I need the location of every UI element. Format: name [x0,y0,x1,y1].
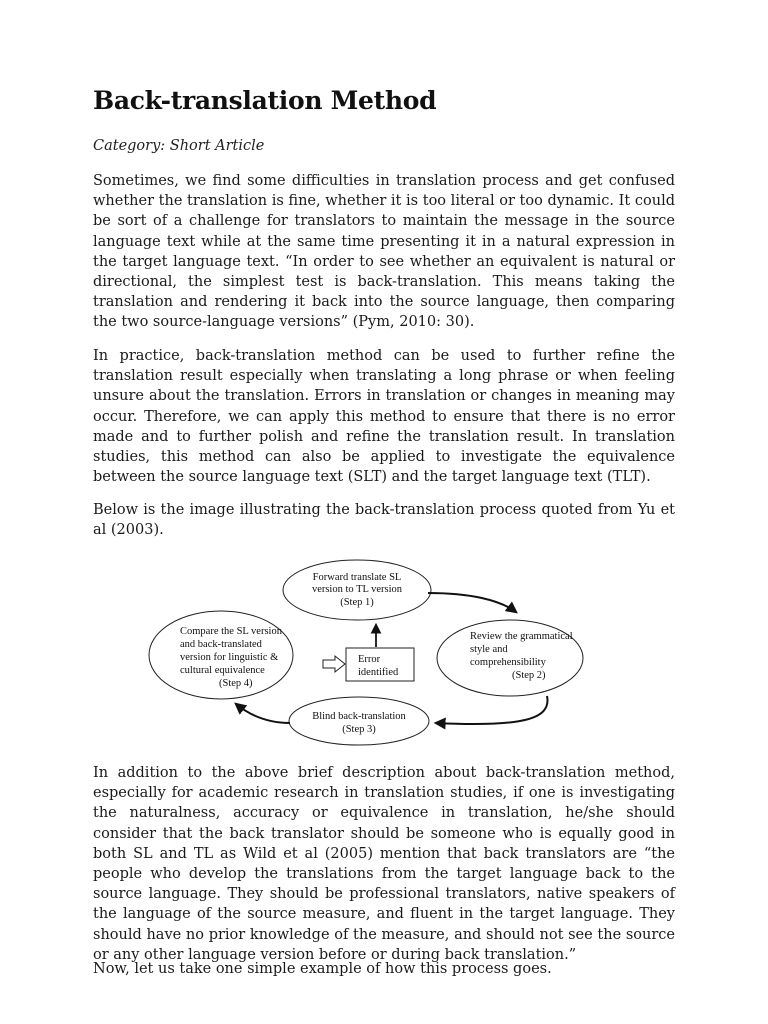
error-label-2: identified [358,667,399,678]
arrow-step2-to-step3 [436,696,548,724]
paragraph-image-intro: Below is the image illustrating the back-translation process quoted from Yu et al (2003). [93,502,675,539]
arrow-step3-to-step4 [236,704,290,723]
arrow-step1-to-step2 [428,593,516,612]
back-translation-diagram [140,555,590,755]
paragraph-academic: In addition to the above brief description about back-translation method, especially for academic research in translation studies, if one is investigating the naturalness, accuracy or equivalence in translation, he/she should consider that the back translator should be someone who is equally good in both SL and TL as Wild et al (2005) mention that back translators are “the people who develop the translations from the target language back to the source language. They should be professional translators, native speakers of the language of the source measure, and fluent in the target language. They should have no prior knowledge of the measure, and should not see the source or any other language version before or during back translation.” [93,765,675,963]
step4-label-1: Compare the SL version [180,626,282,637]
step2-label-3: comprehensibility [470,657,546,668]
step1-label-2: version to TL version [311,584,403,595]
paragraph-example: Now, let us take one simple example of how this process goes. [93,961,552,977]
hollow-arrow-step4-to-error [323,656,345,672]
article-title: Back-translation Method [93,86,437,115]
step2-label-1: Review the grammatical [470,631,573,642]
step4-label-5: (Step 4) [219,678,253,689]
paragraph-intro: Sometimes, we find some difficulties in translation process and get confused whether the translation is fine, whether it is too literal or too dynamic. It could be sort of a challenge for translators to maintain the message in the source language text while at the same time presenting it in a natural expression in the target language text. “In order to see whether an equivalent is natural or directional, the simplest test is back-translation. This means taking the translation and rendering it back into the source language, then comparing the two source-language versions” (Pym, 2010: 30). [93,173,675,331]
step3-label-1: Blind back-translation [312,711,406,722]
step4-label-2: and back-translated [180,639,262,650]
step1-label-3: (Step 1) [340,597,374,608]
step1-label-1: Forward translate SL [312,572,402,583]
step3-label-2: (Step 3) [342,724,376,735]
article-category: Category: Short Article [93,138,265,154]
step2-label-2: style and [470,644,508,655]
step4-label-4: cultural equivalence [180,665,265,676]
error-label-1: Error [358,654,381,665]
step4-label-3: version for linguistic & [180,652,279,663]
step2-label-4: (Step 2) [512,670,546,681]
paragraph-practice: In practice, back-translation method can be used to further refine the translation result especially when translating a long phrase or when feeling unsure about the translation. Errors in translation or changes in meaning may occur. Therefore, we can apply this method to ensure that there is no error made and to further polish and refine the translation result. In translation studies, this method can also be applied to investigate the equivalence between the source language text (SLT) and the target language text (TLT). [93,348,675,486]
